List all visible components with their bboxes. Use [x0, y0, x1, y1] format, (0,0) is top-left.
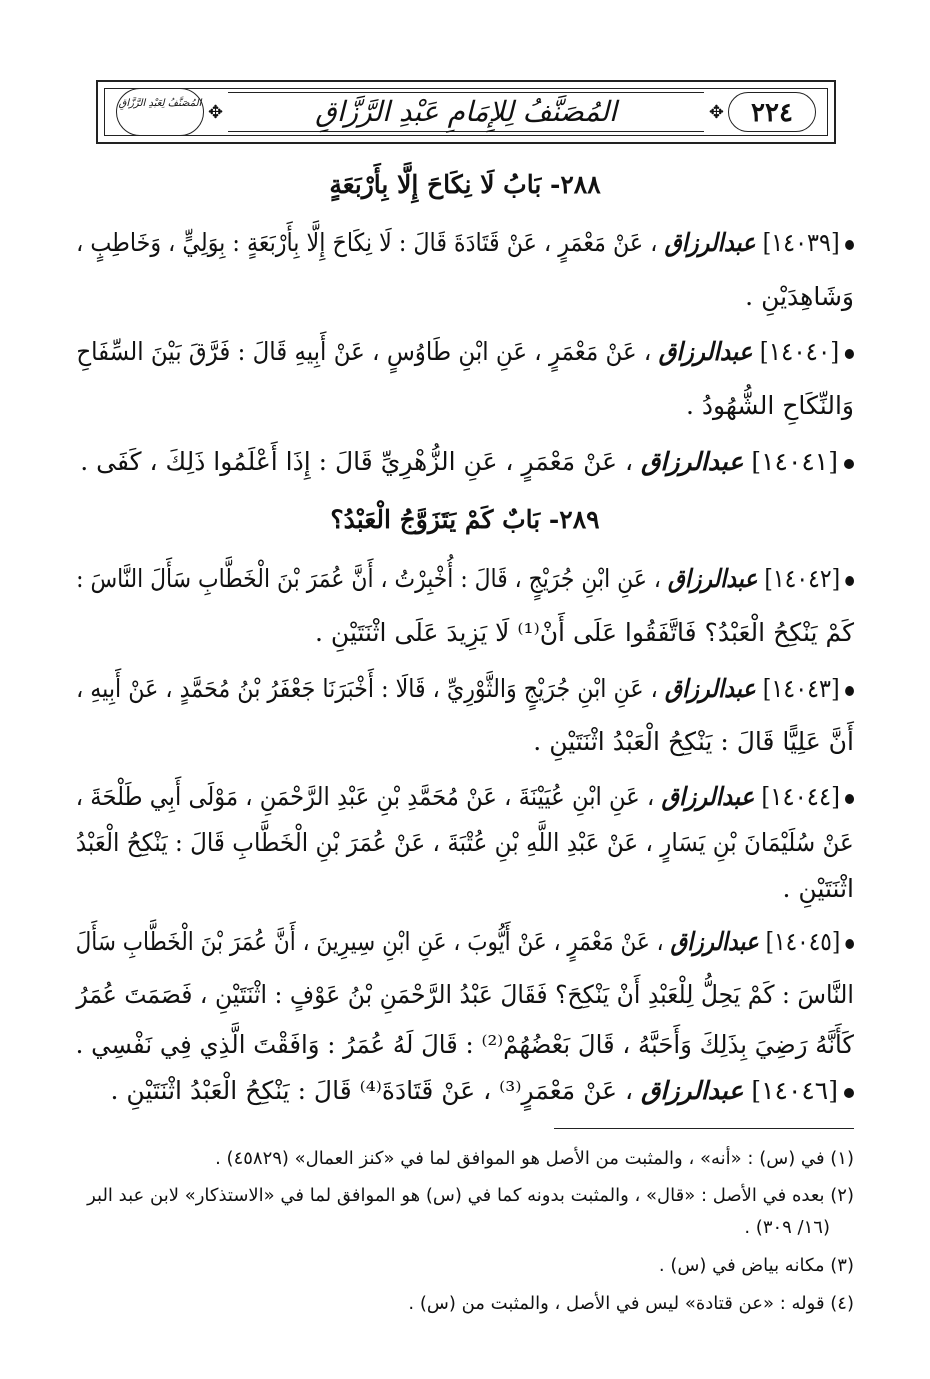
footnote-2-cont: (١٦/ ٣٠٩) . — [744, 1217, 830, 1238]
hadith-14045-line2: النَّاسَ : كَمْ يَحِلُّ لِلْعَبْدِ أَنْ يَنْكِحَ؟ فَقَالَ عَبْدُ الرَّحْمَنِ بْنُ عَوْفٍ : اثْنَتَيْنِ ، فَصَمَتَ عُمَرُ — [76, 980, 854, 1009]
narrator-name: عبدالرزاق — [658, 337, 753, 366]
running-title: المُصَنَّفُ لِلإِمَامِ عَبْدِ الرَّزَّاقِ — [315, 95, 617, 128]
hadith-14040-line2: وَالنِّكَاحِ الشُّهُودُ . — [685, 391, 854, 420]
hadith-text: ، عَنْ مَعْمَرٍ ، عَنِ الزُّهْرِيِّ قَالَ : إِذَا أَعْلَمُوا ذَلِكَ ، كَفَى . — [80, 447, 634, 476]
book-seal: المُصَنَّفُ لِعَبْدِ الرَّزَّاقِ — [116, 88, 204, 136]
hadith-text: ، عَنْ مَعْمَرٍ ، عَنْ قَتَادَةَ قَالَ : لَا نِكَاحَ إِلَّا بِأَرْبَعَةٍ : بِوَلِيٍّ ، وَخَاطِبٍ ، — [76, 228, 658, 257]
hadith-14044-line2: عَنْ سُلَيْمَانَ بْنِ يَسَارٍ ، عَنْ عَبْدِ اللَّهِ بْنِ عُتْبَةَ ، عَنْ عُمَرَ بْنِ الْخَطَّابِ قَالَ : يَنْكِحُ الْعَبْدُ — [76, 828, 854, 857]
hadith-number: [١٤٠٤٤] — [760, 782, 840, 811]
narrator-name: عبدالرزاق — [641, 447, 744, 476]
hadith-14043-line1 — [76, 672, 854, 706]
hadith-number: [١٤٠٤٦] — [751, 1076, 838, 1105]
hadith-14046-line1 — [111, 1074, 854, 1108]
narrator-name: عبدالرزاق — [661, 782, 754, 811]
hadith-14039-line2: وَشَاهِدَيْنِ . — [745, 282, 854, 311]
page-number: ٢٢٤ — [728, 92, 816, 132]
hadith-14044-line1 — [75, 780, 854, 814]
narrator-name: عبدالرزاق — [667, 564, 758, 593]
hadith-text: ، عَنِ ابْنِ عُيَيْنَةَ ، عَنْ مُحَمَّدِ بْنِ عَبْدِ الرَّحْمَنِ ، مَوْلَى أَبِي طَلْحَةَ ، — [75, 782, 654, 811]
hadith-number: [١٤٠٤١] — [751, 447, 838, 476]
hadith-14043-line2: أَنَّ عَلِيًّا قَالَ : يَنْكِحُ الْعَبْدُ اثْنَتَيْنِ . — [533, 727, 854, 756]
chapter-heading-289: ٢٨٩- بَابٌ كَمْ يَتَزَوَّجُ الْعَبْدُ؟ — [330, 505, 600, 534]
bullet-icon — [845, 576, 854, 586]
hadith-14044-line3: اثْنَتَيْنِ . — [782, 874, 854, 903]
ornament-icon: ✥ — [708, 102, 724, 123]
footnote-separator — [554, 1128, 854, 1129]
footnote-2: (٢) بعده في الأصل : «قال» ، والمثبت بدونه كما في (س) هو الموافق لما في «الاستذكار» لابن عبد البر — [87, 1185, 854, 1206]
bullet-icon — [845, 939, 854, 949]
ornament-icon: ✥ — [208, 102, 224, 123]
chapter-heading-288: ٢٨٨- بَابُ لَا نِكَاحَ إِلَّا بِأَرْبَعَةٍ — [329, 170, 601, 199]
narrator-name: عبدالرزاق — [670, 927, 759, 956]
hadith-14040-line1 — [76, 335, 854, 369]
bullet-icon — [844, 459, 854, 469]
bullet-icon — [844, 1088, 854, 1098]
bullet-icon — [845, 686, 854, 696]
bullet-icon — [845, 240, 854, 250]
hadith-14042-line2: كَمْ يَنْكِحُ الْعَبْدُ؟ فَاتَّفَقُوا عَلَى أَنْ⁽¹⁾ لَا يَزِيدَ عَلَى اثْنَتَيْنِ . — [315, 618, 854, 647]
hadith-14045-line1 — [76, 925, 854, 959]
bullet-icon — [845, 349, 854, 359]
footnote-3: (٣) مكانه بياض في (س) . — [658, 1255, 854, 1276]
footnote-1: (١) في (س) : «أنه» ، والمثبت من الأصل هو الموافق لما في «كنز العمال» (٤٥٨٢٩) . — [215, 1148, 854, 1169]
hadith-text: ، عَنِ ابْنِ جُرَيْجٍ وَالثَّوْرِيِّ ، قَالَا : أَخْبَرَنَا جَعْفَرُ بْنُ مُحَمَّدٍ ، عَنْ أَبِيهِ ، — [76, 674, 659, 703]
page-header — [96, 80, 836, 144]
hadith-number: [١٤٠٤٥] — [765, 927, 841, 956]
hadith-text: ، عَنْ مَعْمَرٍ⁽³⁾ ، عَنْ قَتَادَةَ⁽⁴⁾ قَالَ : يَنْكِحُ الْعَبْدُ اثْنَتَيْنِ . — [110, 1076, 634, 1105]
hadith-number: [١٤٠٤٠] — [759, 337, 840, 366]
narrator-name: عبدالرزاق — [665, 674, 756, 703]
hadith-text: ، عَنْ مَعْمَرٍ ، عَنِ ابْنِ طَاوُسٍ ، عَنْ أَبِيهِ قَالَ : فَرَّقَ بَيْنَ السِّفَاحِ — [76, 337, 652, 366]
hadith-text: ، عَنْ مَعْمَرٍ ، عَنْ أَيُّوبَ ، عَنِ ابْنِ سِيرِينَ ، أَنَّ عُمَرَ بْنَ الْخَطَّابِ سَأَلَ — [75, 927, 664, 956]
hadith-text: ، عَنِ ابْنِ جُرَيْجٍ ، قَالَ : أُخْبِرْتُ ، أَنَّ عُمَرَ بْنَ الْخَطَّابِ سَأَلَ النَّاسَ : — [75, 564, 661, 593]
bullet-icon — [845, 794, 854, 804]
hadith-number: [١٤٠٤٣] — [762, 674, 840, 703]
hadith-14045-line3: كَأَنَّهُ رَضِيَ بِذَلِكَ وَأَحَبَّهُ ، قَالَ بَعْضُهُمْ⁽²⁾ : قَالَ لَهُ عُمَرُ : وَافَقْتَ الَّذِي فِي نَفْسِي . — [75, 1030, 854, 1059]
hadith-14041-line1 — [80, 445, 854, 479]
hadith-14039-line1 — [76, 226, 854, 260]
footnote-4: (٤) قوله : «عن قتادة» ليس في الأصل ، والمثبت من (س) . — [408, 1293, 854, 1314]
narrator-name: عبدالرزاق — [664, 228, 756, 257]
hadith-number: [١٤٠٣٩] — [762, 228, 840, 257]
hadith-14042-line1 — [76, 562, 854, 596]
hadith-number: [١٤٠٤٢] — [764, 564, 840, 593]
narrator-name: عبدالرزاق — [641, 1076, 744, 1105]
